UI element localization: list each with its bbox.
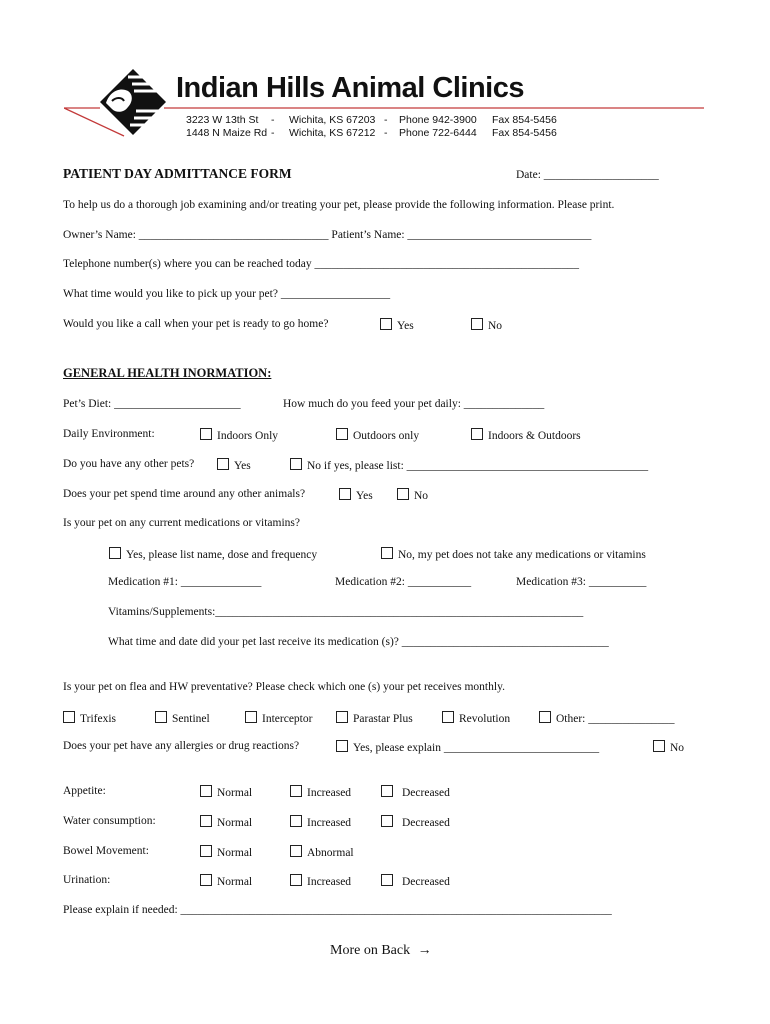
- checkbox[interactable]: [245, 711, 257, 723]
- allergy-no-option[interactable]: No: [653, 740, 684, 754]
- other-pets-no-option[interactable]: No if yes, please list: __________________________________________: [290, 458, 648, 472]
- checkbox[interactable]: [471, 318, 483, 330]
- checkbox[interactable]: [290, 785, 302, 797]
- checkbox[interactable]: [442, 711, 454, 723]
- bowel-normal-option[interactable]: Normal: [200, 845, 252, 859]
- symptom-label-appetite: Appetite:: [63, 785, 106, 797]
- urination-decreased-option[interactable]: Decreased: [381, 874, 450, 888]
- other-pets-yes-option[interactable]: Yes: [217, 458, 251, 472]
- checkbox[interactable]: [290, 845, 302, 857]
- address-line-1: 3223 W 13th St: [186, 114, 259, 126]
- flea-option-interceptor[interactable]: Interceptor: [245, 711, 312, 725]
- checkbox[interactable]: [381, 785, 393, 797]
- dash-2a: -: [271, 127, 275, 139]
- dash-1a: -: [271, 114, 275, 126]
- health-heading: GENERAL HEALTH INORMATION:: [63, 366, 272, 380]
- call-question: Would you like a call when your pet is ready to go home?: [63, 318, 329, 330]
- phone-line-2: Phone 722-6444: [399, 127, 477, 139]
- urination-normal-option[interactable]: Normal: [200, 874, 252, 888]
- environment-label: Daily Environment:: [63, 428, 155, 440]
- meds-yes-option[interactable]: Yes, please list name, dose and frequency: [109, 547, 317, 561]
- animals-question: Does your pet spend time around any other animals?: [63, 488, 306, 500]
- form-title: PATIENT DAY ADMITTANCE FORM: [63, 166, 292, 181]
- water-increased-option[interactable]: Increased: [290, 815, 351, 829]
- checkbox[interactable]: [336, 428, 348, 440]
- checkbox[interactable]: [155, 711, 167, 723]
- telephone-field[interactable]: Telephone number(s) where you can be reached today ______________________________________________: [63, 258, 579, 270]
- city-line-2: Wichita, KS 67212: [289, 127, 376, 139]
- checkbox[interactable]: [339, 488, 351, 500]
- last-medication-field[interactable]: What time and date did your pet last receive its medication (s)? ____________________________________: [108, 636, 609, 648]
- env-outdoors-option[interactable]: Outdoors only: [336, 428, 419, 442]
- intro-text: To help us do a thorough job examining and/or treating your pet, please provide the following information. Please print.: [63, 199, 615, 211]
- address-line-2: 1448 N Maize Rd: [186, 127, 268, 139]
- medication-2-field[interactable]: Medication #2: ___________: [335, 576, 472, 588]
- call-no-option[interactable]: No: [471, 318, 502, 332]
- checkbox[interactable]: [200, 785, 212, 797]
- explain-field[interactable]: Please explain if needed: ___________________________________________________________________________: [63, 904, 612, 916]
- checkbox[interactable]: [381, 874, 393, 886]
- checkbox[interactable]: [380, 318, 392, 330]
- right-arrow-icon: →: [417, 943, 432, 958]
- checkbox[interactable]: [336, 740, 348, 752]
- bowel-abnormal-option[interactable]: Abnormal: [290, 845, 354, 859]
- meds-no-option[interactable]: No, my pet does not take any medications or vitamins: [381, 547, 646, 561]
- flea-option-revolution[interactable]: Revolution: [442, 711, 510, 725]
- checkbox[interactable]: [653, 740, 665, 752]
- appetite-decreased-option[interactable]: Decreased: [381, 785, 450, 799]
- checkbox[interactable]: [539, 711, 551, 723]
- medication-3-field[interactable]: Medication #3: __________: [516, 576, 647, 588]
- checkbox[interactable]: [336, 711, 348, 723]
- flea-option-parastar[interactable]: Parastar Plus: [336, 711, 413, 725]
- checkbox[interactable]: [290, 815, 302, 827]
- appetite-increased-option[interactable]: Increased: [290, 785, 351, 799]
- animals-yes-option[interactable]: Yes: [339, 488, 373, 502]
- checkbox[interactable]: [381, 815, 393, 827]
- fax-line-2: Fax 854-5456: [492, 127, 557, 139]
- symptom-label-water: Water consumption:: [63, 815, 156, 827]
- water-normal-option[interactable]: Normal: [200, 815, 252, 829]
- checkbox[interactable]: [290, 874, 302, 886]
- checkbox[interactable]: [200, 845, 212, 857]
- phone-line-1: Phone 942-3900: [399, 114, 477, 126]
- checkbox[interactable]: [200, 874, 212, 886]
- allergy-question: Does your pet have any allergies or drug reactions?: [63, 740, 300, 752]
- checkbox[interactable]: [290, 458, 302, 470]
- checkbox[interactable]: [397, 488, 409, 500]
- env-both-option[interactable]: Indoors & Outdoors: [471, 428, 581, 442]
- more-on-back: More on Back →: [330, 943, 432, 958]
- checkbox[interactable]: [381, 547, 393, 559]
- flea-question: Is your pet on flea and HW preventative? Please check which one (s) your pet receives monthly.: [63, 681, 505, 693]
- vitamins-field[interactable]: Vitamins/Supplements:________________________________________________________________: [108, 606, 584, 618]
- checkbox[interactable]: [200, 428, 212, 440]
- urination-increased-option[interactable]: Increased: [290, 874, 351, 888]
- fax-line-1: Fax 854-5456: [492, 114, 557, 126]
- checkbox[interactable]: [200, 815, 212, 827]
- symptom-label-bowel: Bowel Movement:: [63, 845, 149, 857]
- pickup-time-field[interactable]: What time would you like to pick up your pet? ___________________: [63, 288, 391, 300]
- flea-option-sentinel[interactable]: Sentinel: [155, 711, 210, 725]
- water-decreased-option[interactable]: Decreased: [381, 815, 450, 829]
- date-field[interactable]: Date: ____________________: [516, 169, 659, 181]
- call-yes-option[interactable]: Yes: [380, 318, 414, 332]
- medication-1-field[interactable]: Medication #1: ______________: [108, 576, 262, 588]
- meds-question: Is your pet on any current medications or vitamins?: [63, 517, 300, 529]
- checkbox[interactable]: [63, 711, 75, 723]
- appetite-normal-option[interactable]: Normal: [200, 785, 252, 799]
- clinic-name: Indian Hills Animal Clinics: [176, 72, 524, 104]
- checkbox[interactable]: [471, 428, 483, 440]
- other-pets-question: Do you have any other pets?: [63, 458, 195, 470]
- symptom-label-urination: Urination:: [63, 874, 111, 886]
- feed-amount-field[interactable]: How much do you feed your pet daily: ______________: [283, 398, 545, 410]
- dash-1b: -: [384, 114, 388, 126]
- animals-no-option[interactable]: No: [397, 488, 428, 502]
- allergy-yes-option[interactable]: Yes, please explain ___________________________: [336, 740, 599, 754]
- diet-field[interactable]: Pet’s Diet: ______________________: [63, 398, 241, 410]
- flea-option-trifexis[interactable]: Trifexis: [63, 711, 116, 725]
- owner-patient-field[interactable]: Owner’s Name: _________________________________ Patient’s Name: ________________________________: [63, 229, 592, 241]
- checkbox[interactable]: [109, 547, 121, 559]
- flea-option-other[interactable]: Other: _______________: [539, 711, 675, 725]
- city-line-1: Wichita, KS 67203: [289, 114, 376, 126]
- checkbox[interactable]: [217, 458, 229, 470]
- dash-2b: -: [384, 127, 388, 139]
- env-indoors-option[interactable]: Indoors Only: [200, 428, 278, 442]
